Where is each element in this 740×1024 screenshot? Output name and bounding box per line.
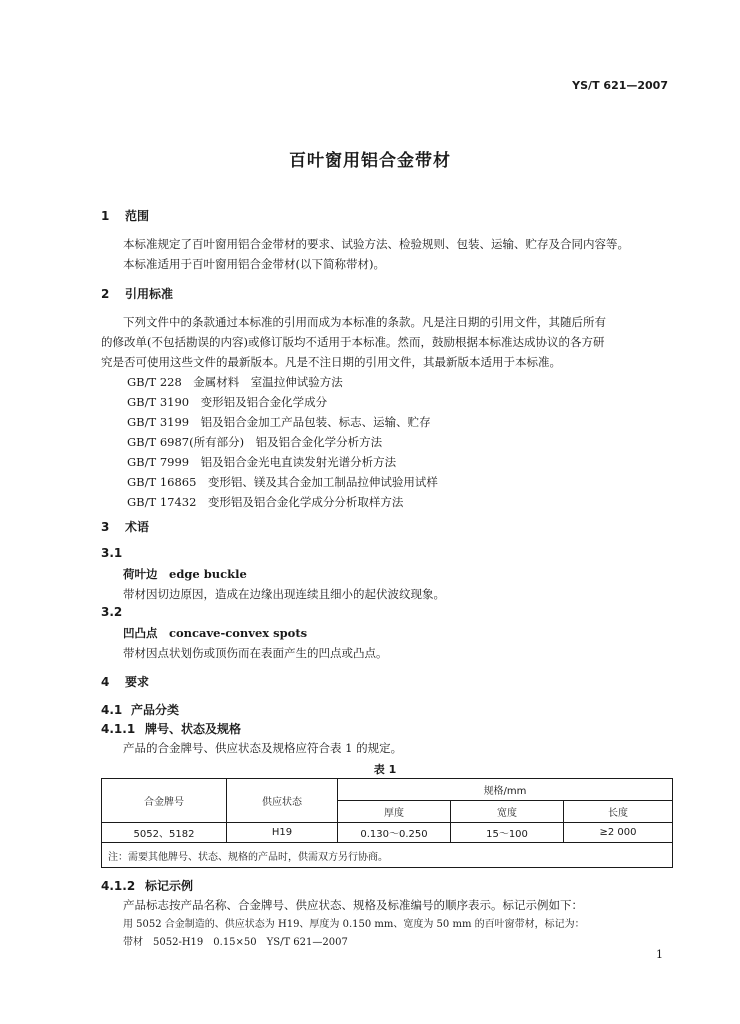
cell-length: ≥2 000 <box>564 823 673 843</box>
subsection-title: 标记示例 <box>145 879 194 893</box>
table-caption: 表 1 <box>373 763 397 776</box>
cell-thickness: 0.130～0.250 <box>338 823 451 843</box>
cell-grade: 5052、5182 <box>102 823 227 843</box>
reference-item: GB/T 3190 变形铝及铝合金化学成分 <box>127 395 328 409</box>
paragraph-line: 用 5052 合金制造的、供应状态为 H19、厚度为 0.150 mm、宽度为 50 mm 的百叶窗带材，标记为： <box>123 919 585 930</box>
header-length: 长度 <box>564 801 673 823</box>
table-1 <box>101 778 673 868</box>
header-temper: 供应状态 <box>227 779 338 823</box>
term-name: 凹凸点 concave-convex spots <box>123 626 308 640</box>
section-number: 4 <box>101 675 110 689</box>
term-name: 荷叶边 edge buckle <box>123 567 247 581</box>
header-thickness: 厚度 <box>338 801 451 823</box>
reference-item: GB/T 3199 铝及铝合金加工产品包装、标志、运输、贮存 <box>127 415 431 429</box>
paragraph: 本标准适用于百叶窗用铝合金带材(以下简称带材)。 <box>123 257 385 271</box>
standard-number: YS/T 621—2007 <box>572 79 668 92</box>
section-3-heading <box>101 518 149 535</box>
term-number: 3.1 <box>101 546 123 560</box>
paragraph: 产品的合金牌号、供应状态及规格应符合表 1 的规定。 <box>123 741 403 755</box>
section-number: 1 <box>101 209 110 223</box>
reference-item: GB/T 16865 变形铝、镁及其合金加工制品拉伸试验用试样 <box>127 475 438 489</box>
section-number: 2 <box>101 287 110 301</box>
subsection-4-1-1-heading <box>101 720 241 737</box>
subsection-title: 牌号、状态及规格 <box>145 722 242 736</box>
document-title: 百叶窗用铝合金带材 <box>289 151 451 171</box>
term-definition: 带材因切边原因，造成在边缘出现连续且细小的起伏波纹现象。 <box>123 587 445 601</box>
section-title: 术语 <box>125 520 150 534</box>
header-grade: 合金牌号 <box>102 779 227 823</box>
section-4-heading <box>101 673 149 690</box>
section-title: 范围 <box>125 209 150 223</box>
subsection-4-1-heading <box>101 701 179 718</box>
term-number: 3.2 <box>101 605 123 619</box>
marking-example: 带材 5052-H19 0.15×50 YS/T 621—2007 <box>123 937 348 948</box>
paragraph-line: 下列文件中的条款通过本标准的引用而成为本标准的条款。凡是注日期的引用文件，其随后所有 <box>123 315 606 329</box>
header-spec: 规格/mm <box>338 779 673 801</box>
paragraph-line: 产品标志按产品名称、合金牌号、供应状态、规格及标准编号的顺序表示。标记示例如下： <box>123 898 583 912</box>
section-2-heading <box>101 285 173 302</box>
table-note: 注：需要其他牌号、状态、规格的产品时，供需双方另行协商。 <box>102 843 673 868</box>
reference-item: GB/T 7999 铝及铝合金光电直读发射光谱分析方法 <box>127 455 397 469</box>
header-width: 宽度 <box>451 801 564 823</box>
reference-item: GB/T 228 金属材料 室温拉伸试验方法 <box>127 375 343 389</box>
subsection-number: 4.1.1 <box>101 722 136 736</box>
cell-temper: H19 <box>227 823 338 843</box>
section-1-heading <box>101 207 149 224</box>
cell-width: 15～100 <box>451 823 564 843</box>
page-number: 1 <box>656 948 663 961</box>
paragraph-line: 的修改单(不包括勘误的内容)或修订版均不适用于本标准。然而，鼓励根据本标准达成协议的各方研 <box>101 335 605 349</box>
section-title: 要求 <box>125 675 150 689</box>
subsection-number: 4.1 <box>101 703 123 717</box>
subsection-number: 4.1.2 <box>101 879 136 893</box>
table-row <box>102 823 673 843</box>
paragraph-line: 究是否可使用这些文件的最新版本。凡是不注日期的引用文件，其最新版本适用于本标准。 <box>101 355 561 369</box>
section-title: 引用标准 <box>125 287 174 301</box>
section-number: 3 <box>101 520 110 534</box>
subsection-title: 产品分类 <box>131 703 180 717</box>
subsection-4-1-2-heading <box>101 877 193 894</box>
paragraph: 本标准规定了百叶窗用铝合金带材的要求、试验方法、检验规则、包装、运输、贮存及合同内容等。 <box>123 237 629 251</box>
reference-item: GB/T 17432 变形铝及铝合金化学成分分析取样方法 <box>127 495 404 509</box>
term-definition: 带材因点状划伤或顶伤而在表面产生的凹点或凸点。 <box>123 646 388 660</box>
reference-item: GB/T 6987(所有部分) 铝及铝合金化学分析方法 <box>127 435 383 449</box>
